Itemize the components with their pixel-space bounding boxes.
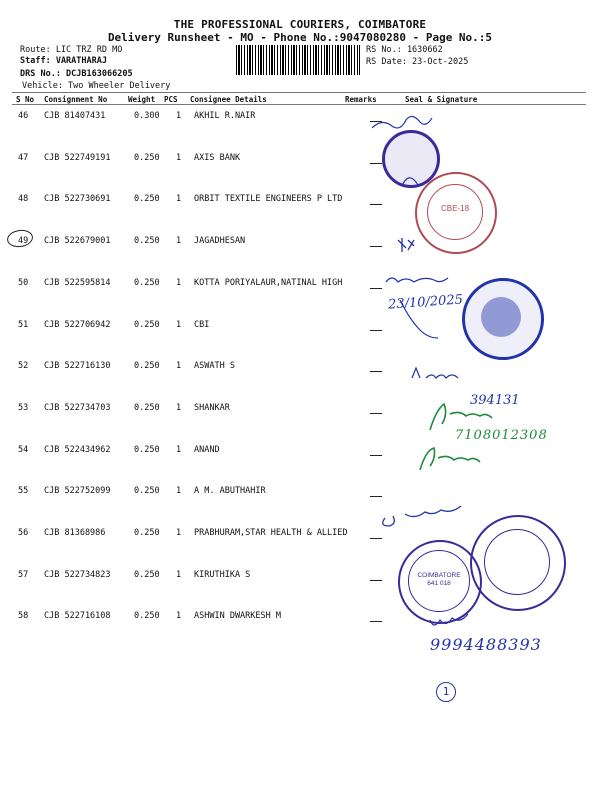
cell-sno: 53 [18,402,29,413]
cell-pcs: 1 [176,444,182,455]
cell-weight: 0.300 [134,111,160,121]
cell-sno: 54 [18,444,29,455]
cell-weight: 0.250 [134,361,160,372]
orbit-stamp-city: CBE-18 [441,204,470,213]
cell-weight: 0.250 [134,611,160,622]
cell-consignment: CJB 522716108 [44,611,111,622]
drs-number: DRS No.: DCJB163066205 [20,69,133,79]
cell-consignment: CJB 522734823 [44,569,111,580]
col-weight: Weight [128,95,156,104]
handwritten-phone-58: 9994488393 [430,635,542,654]
signature-56 [383,506,461,526]
cell-consignee: KOTTA PORIYALAUR,NATINAL HIGH [194,277,343,288]
cell-sno: 48 [18,194,29,205]
cell-consignee: ASWATH S [194,361,235,372]
cell-pcs: 1 [176,611,182,622]
cell-pcs: 1 [176,277,182,288]
cell-consignment: CJB 522716130 [44,361,111,372]
col-remarks: Remarks [345,95,377,104]
signature-50 [386,278,448,282]
cell-weight: 0.250 [134,569,160,580]
staff-label: Staff: VARATHARAJ [20,56,107,66]
cell-consignment: CJB 522730691 [44,194,111,205]
document-title: THE PROFESSIONAL COURIERS, COIMBATORE [173,18,427,31]
cell-weight: 0.250 [134,152,160,163]
route-label: Route: LIC TRZ RD MO [20,45,123,55]
signature-46 [372,116,432,128]
cell-weight: 0.250 [134,528,160,538]
cell-consignee: SHANKAR [194,402,230,413]
handwritten-number-52: 394131 [470,393,520,408]
cell-pcs: 1 [176,528,182,538]
cell-pcs: 1 [176,152,182,163]
cell-consignee: ORBIT TEXTILE ENGINEERS P LTD [194,194,343,205]
cell-sno: 51 [18,319,29,330]
cell-consignment: CJB 522752099 [44,486,111,497]
document-subtitle: Delivery Runsheet - MO - Phone No.:9047080280 - Page No.:5 [107,31,493,44]
cell-consignee: PRABHURAM,STAR HEALTH & ALLIED [194,528,348,538]
star-health-stamp [470,515,566,611]
cell-consignment: CJB 522749191 [44,152,111,163]
cell-sno: 55 [18,486,29,497]
page-mark-circle: 1 [436,682,456,702]
cell-consignee: AXIS BANK [194,152,241,163]
handwritten-phone-53: 7108012308 [455,428,548,443]
cell-sno: 56 [18,528,29,538]
cell-pcs: 1 [176,361,182,372]
cell-consignee: JAGADHESAN [194,236,246,247]
kotak-stamp-city: COIMBATORE 641 018 [417,572,461,587]
cell-pcs: 1 [176,111,182,121]
kotak-bank-stamp [398,540,482,624]
col-sno: S No [16,95,35,104]
cell-weight: 0.250 [134,236,160,247]
cell-pcs: 1 [176,569,182,580]
col-pcs: PCS [164,95,178,104]
cell-consignment: CJB 81407431 [44,111,106,121]
orbit-textile-stamp [415,172,497,254]
signature-49 [398,238,414,252]
cell-pcs: 1 [176,319,182,330]
cell-consignment: CJB 81368986 [44,528,106,538]
col-consignment: Consignment No [44,95,108,104]
cell-consignee: KIRUTHIKA S [194,569,251,580]
cell-pcs: 1 [176,194,182,205]
cell-weight: 0.250 [134,319,160,330]
cell-weight: 0.250 [134,402,160,413]
vehicle-label: Vehicle: Two Wheeler Delivery [22,81,171,91]
cell-consignee: ASHWIN DWARKESH M [194,611,281,622]
cell-pcs: 1 [176,486,182,497]
cell-weight: 0.250 [134,486,160,497]
rs-date: RS Date: 23-Oct-2025 [366,57,469,67]
cell-consignment: CJB 522706942 [44,319,111,330]
cell-sno: 50 [18,277,29,288]
handwritten-date: 23/10/2025 [387,292,464,313]
signature-54 [420,448,480,470]
cell-consignment: CJB 522679001 [44,236,111,247]
cell-sno: 52 [18,361,29,372]
cell-weight: 0.250 [134,194,160,205]
cell-pcs: 1 [176,402,182,413]
cell-sno: 57 [18,569,29,580]
cell-sno: 47 [18,152,29,163]
cell-consignment: CJB 522434962 [44,444,111,455]
cell-sno: 49 [18,236,29,247]
cell-consignee: ANAND [194,444,220,455]
cell-consignment: CJB 522595814 [44,277,111,288]
cell-weight: 0.250 [134,444,160,455]
cbi-stamp [462,278,544,360]
cell-weight: 0.250 [134,277,160,288]
cell-consignee: CBI [194,319,210,330]
cell-pcs: 1 [176,236,182,247]
rs-number: RS No.: 1630662 [366,45,443,55]
signature-52 [412,368,458,378]
cell-sno: 58 [18,611,29,622]
cell-consignee: AKHIL R.NAIR [194,111,256,121]
cell-sno: 46 [18,111,29,121]
col-consignee: Consignee Details [190,95,267,104]
cell-consignment: CJB 522734703 [44,402,111,413]
col-seal: Seal & Signature [405,95,478,104]
cell-consignee: A M. ABUTHAHIR [194,486,266,497]
